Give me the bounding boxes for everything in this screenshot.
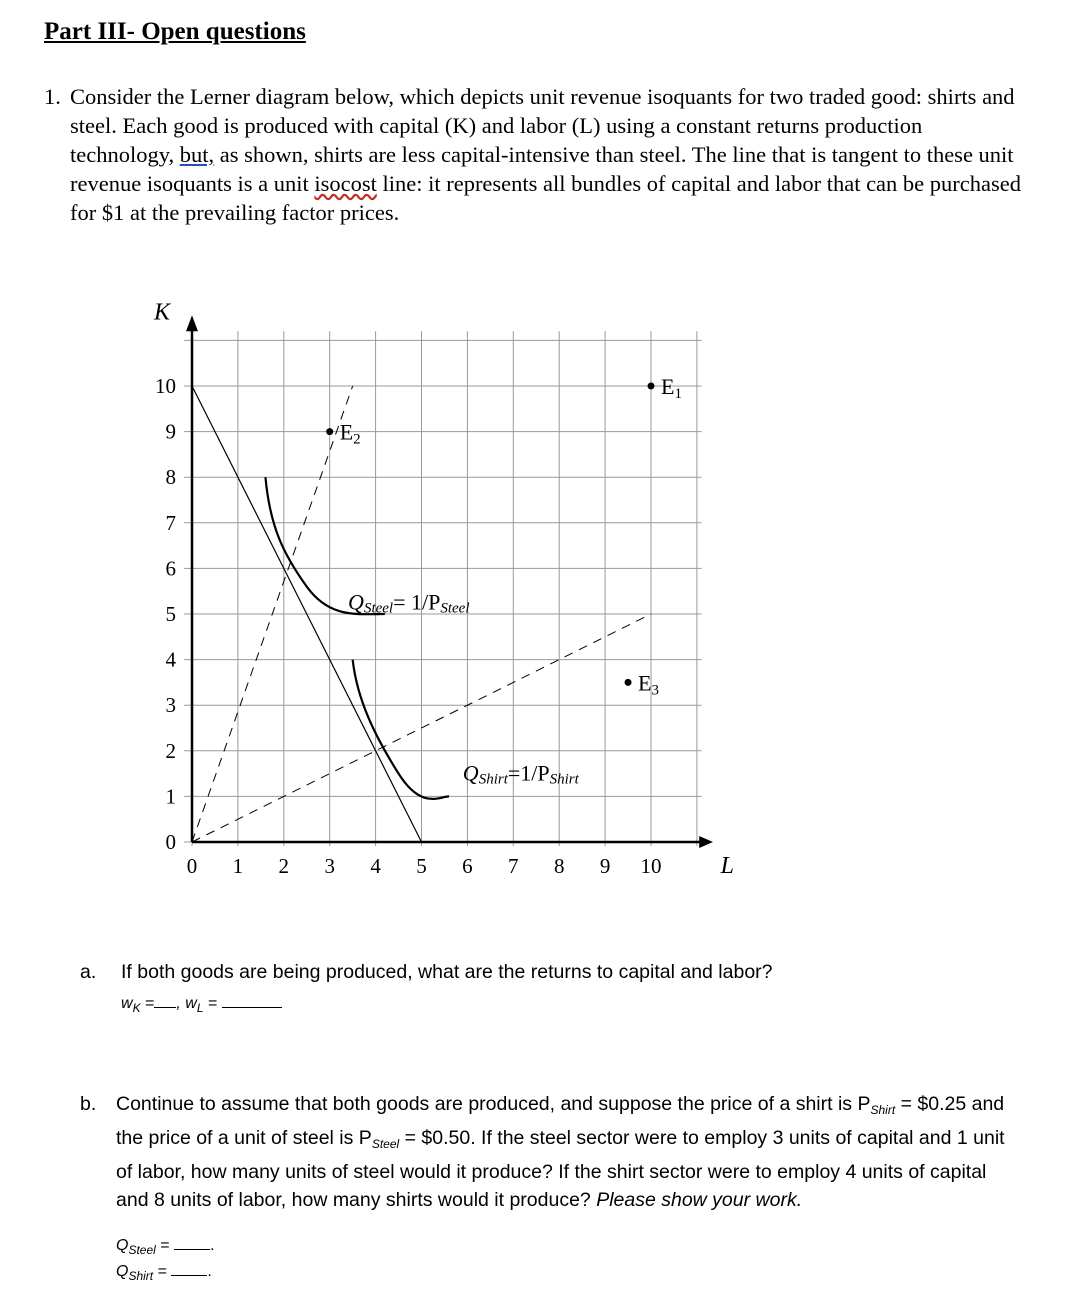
- question-1-text: Consider the Lerner diagram below, which depicts unit revenue isoquants for two traded good: shirts and steel. Each good is produced with capital (K) and labor (L) using a constant returns production technology, but, as shown, shirts are less capital-intensive than steel. The line that is tangent to these unit revenue isoquants is a unit isocost line: it represents all bundles of capital and labor that can be purchased for $1 at the prevailing factor prices.: [70, 84, 1021, 225]
- x-tick-label: 10: [640, 854, 662, 878]
- point-label-E3: E3: [638, 670, 660, 699]
- y-tick-label: 1: [165, 784, 176, 809]
- q-shirt-answer: $Q_{Shirt}$ = .: [116, 1263, 212, 1283]
- shirt-isoquant: [353, 660, 449, 799]
- wl-blank[interactable]: [222, 993, 282, 1008]
- y-tick-label: 5: [165, 602, 176, 626]
- x-tick-label: 5: [416, 854, 427, 878]
- x-tick-label: 6: [462, 854, 473, 878]
- wk-blank[interactable]: [154, 993, 176, 1008]
- x-tick-label: 9: [599, 854, 611, 878]
- y-tick-label: 3: [165, 693, 176, 718]
- chart-ticks: [155, 374, 662, 878]
- x-tick-label: 2: [278, 854, 290, 878]
- y-tick-label: 7: [165, 510, 176, 535]
- steel-isoquant-label: QSteel= 1/PSteel: [348, 589, 470, 617]
- part-a-answer-line: $w_K$ = , $w_L$ =: [121, 990, 282, 1022]
- part-a-label: a.: [80, 961, 97, 983]
- x-tick-label: 7: [508, 854, 519, 878]
- point-E1: [648, 383, 655, 390]
- x-axis-arrow: [699, 836, 713, 848]
- x-tick-label: 8: [553, 854, 565, 878]
- chart-grid: [184, 331, 701, 846]
- y-tick-label: 10: [155, 374, 176, 398]
- point-E2: [326, 428, 333, 435]
- x-tick-label: 0: [186, 854, 198, 878]
- x-axis-label: L: [720, 853, 735, 879]
- y-tick-label: 8: [165, 465, 176, 490]
- x-tick-label: 1: [232, 854, 244, 878]
- x-tick-label: 3: [324, 854, 335, 878]
- lerner-diagram: [0, 290, 1072, 910]
- question-1: [44, 82, 1024, 227]
- chart-axes: [186, 315, 713, 848]
- y-tick-label: 9: [165, 419, 176, 444]
- shirt-isoquant-label: QShirt=1/PShirt: [462, 760, 579, 788]
- page-heading: Part III- Open questions: [44, 18, 306, 45]
- part-a-question: If both goods are being produced, what are the returns to capital and labor?: [121, 961, 773, 983]
- y-tick-label: 4: [165, 647, 176, 672]
- q-steel-answer: $Q_{Steel}$ = .: [116, 1237, 215, 1257]
- y-axis-label: K: [154, 299, 171, 326]
- point-label-E2: E2: [339, 419, 361, 448]
- y-tick-label: 6: [165, 556, 176, 581]
- q-shirt-blank[interactable]: [171, 1261, 207, 1276]
- q-steel-blank[interactable]: [174, 1235, 210, 1250]
- point-E3: [625, 679, 632, 686]
- part-b-label: b.: [80, 1093, 97, 1115]
- part-b-question: Continue to assume that both goods are produced, and suppose the price of a shirt is $P_{Shirt}$ = $0.25 and the price of a unit of steel is $P_{Steel}$ = $0.50. If the steel sector were to employ 3 units of capital and 1 unit of labor, how many units of steel would it produce? If the shirt sector were to employ 4 units of capital and 8 units of labor, how many shirts would it produce? Please show your work.: [116, 1093, 1005, 1211]
- point-label-E1: E1: [661, 374, 682, 402]
- question-number: 1.: [44, 84, 61, 109]
- x-tick-label: 4: [370, 854, 381, 878]
- y-axis-arrow: [186, 315, 198, 331]
- y-tick-label: 2: [165, 738, 176, 763]
- y-tick-label: 0: [165, 830, 176, 854]
